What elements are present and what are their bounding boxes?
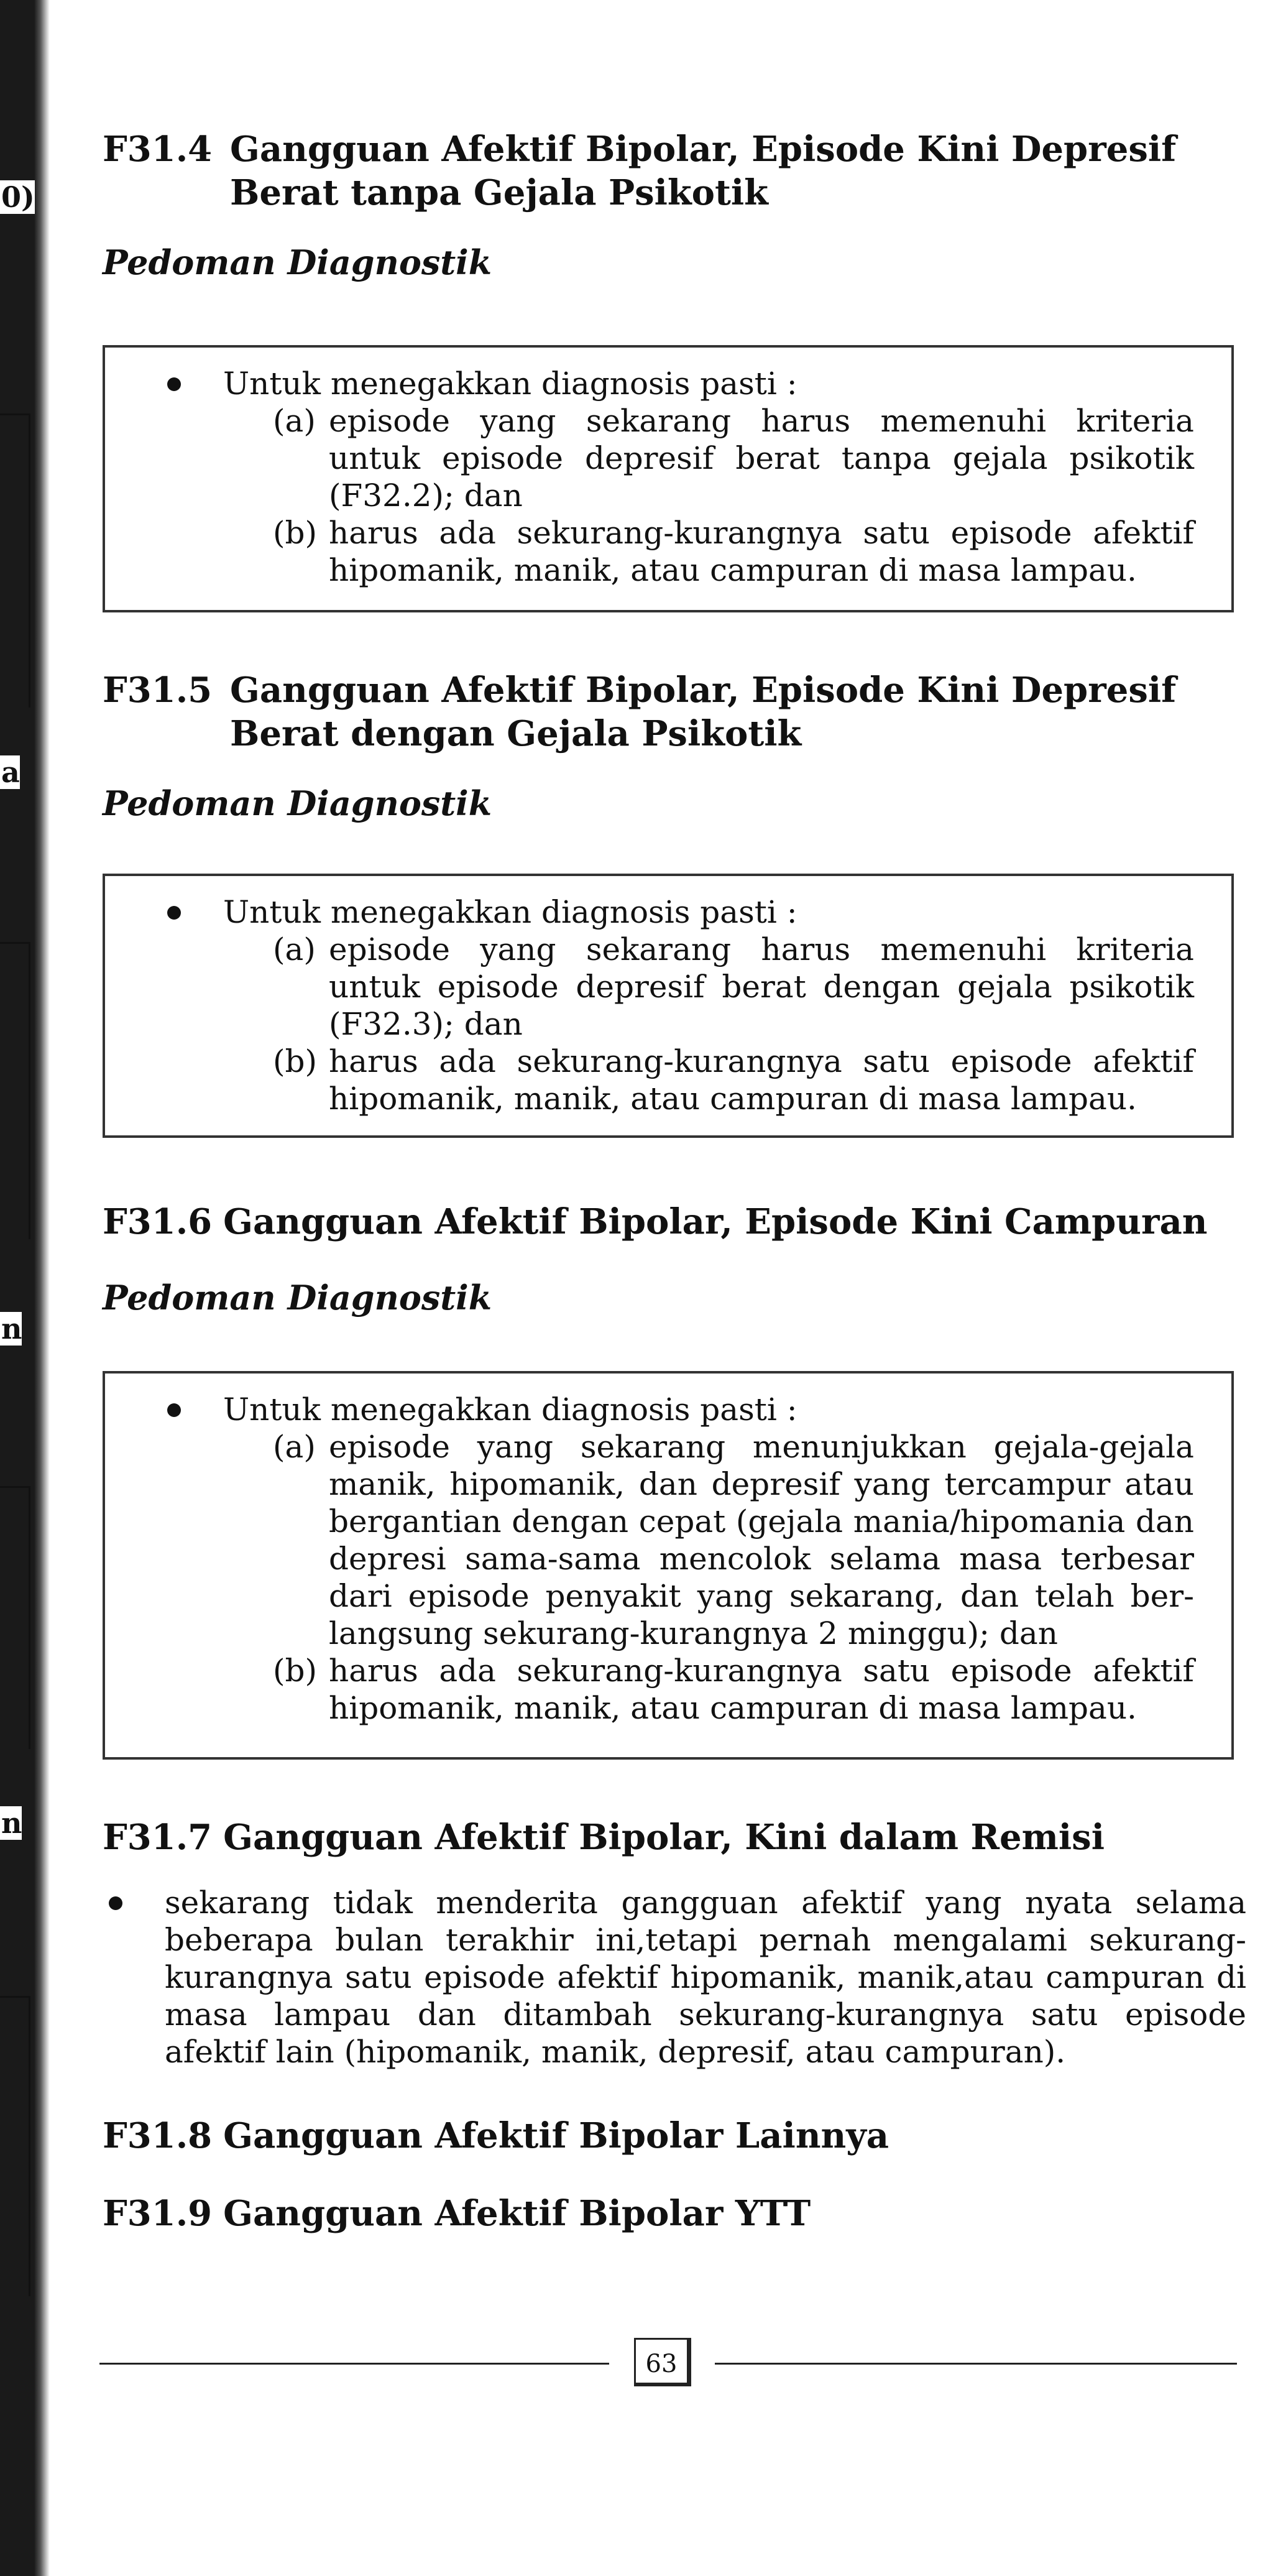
- bullet-icon: [109, 1896, 122, 1910]
- bullet-text: sekarang tidak menderita gangguan afektif yang nyata selama beberapa bulan terakhir ini,tetapi pernah mengalami sekurang-kurangnya satu episode afektif hipomanik, manik,atau campuran di masa lampau dan ditambah sekurang-kurangnya satu episode afektif lain (hipomanik, manik, depresif, atau campuran).: [165, 1885, 1246, 2070]
- section-title: Gangguan Afektif Bipolar, Episode Kini Depresif Berat tanpa Gejala Psikotik: [230, 129, 1177, 213]
- section-code: F31.6: [103, 1201, 213, 1242]
- criteria-item: [155, 1428, 1194, 1652]
- item-text: harus ada sekurang-kurangnya satu episode afektif hipomanik, manik, atau campuran di masa lampau.: [329, 515, 1194, 588]
- section-title: Gangguan Afektif Bipolar, Episode Kini Depresif Berat dengan Gejala Psikotik: [230, 670, 1177, 754]
- section-code: F31.8: [103, 2115, 213, 2156]
- edge-text-fragment: n: [1, 1312, 22, 1346]
- edge-box-fragment: [0, 942, 30, 1239]
- criteria-item: [155, 931, 1194, 1043]
- criteria-box-f31-5: [103, 874, 1234, 1138]
- criteria-intro: Untuk menegakkan diagnosis pasti :: [155, 1391, 1194, 1428]
- section-code: F31.9: [103, 2193, 213, 2234]
- guideline-label: Pedoman Diagnostik: [103, 242, 492, 282]
- item-label: (a): [273, 931, 316, 967]
- item-text: harus ada sekurang-kurangnya satu episode afektif hipomanik, manik, atau campuran di masa lampau.: [329, 1653, 1194, 1726]
- section-title: Gangguan Afektif Bipolar Lainnya: [223, 2115, 889, 2156]
- item-text: episode yang sekarang menunjukkan gejala-gejala manik, hipomanik, dan depresif yang tercampur atau bergantian dengan cepat (gejala mania/hipomania dan depresi sama-sama mencolok selama masa terbesar dari episode penyakit yang sekarang, dan telah ber-langsung sekurang-kurangnya 2 minggu); dan: [329, 1429, 1194, 1651]
- criteria-item: [155, 1652, 1194, 1727]
- section-title: Gangguan Afektif Bipolar YTT: [223, 2193, 811, 2234]
- item-label: (b): [273, 515, 318, 551]
- section-heading-f31-8: [103, 2114, 1246, 2158]
- section-code: F31.7: [103, 1817, 213, 1858]
- edge-text-fragment: 0): [1, 180, 35, 214]
- criteria-item: [155, 402, 1194, 514]
- item-label: (a): [273, 1429, 316, 1465]
- edge-box-fragment: [0, 1996, 30, 2296]
- criteria-item: [155, 1043, 1194, 1117]
- remission-description: [103, 1884, 1246, 2070]
- item-text: harus ada sekurang-kurangnya satu episode afektif hipomanik, manik, atau campuran di masa lampau.: [329, 1043, 1194, 1117]
- section-heading-f31-4: [103, 127, 1246, 215]
- edge-box-fragment: [0, 413, 30, 708]
- criteria-intro: Untuk menegakkan diagnosis pasti :: [155, 893, 1194, 931]
- item-label: (b): [273, 1653, 318, 1689]
- section-heading-f31-7: [103, 1816, 1246, 1859]
- criteria-box-f31-4: [103, 345, 1234, 612]
- section-title: Gangguan Afektif Bipolar, Episode Kini Campuran: [223, 1201, 1208, 1242]
- criteria-item: [155, 514, 1194, 589]
- guideline-label: Pedoman Diagnostik: [103, 1278, 492, 1318]
- edge-text-fragment: a: [1, 755, 20, 789]
- footer-rule-right: [715, 2363, 1237, 2365]
- page-number: 63: [634, 2338, 691, 2386]
- guideline-label: Pedoman Diagnostik: [103, 783, 492, 823]
- item-text: episode yang sekarang harus memenuhi kriteria untuk episode depresif berat tanpa gejala psikotik (F32.2); dan: [329, 403, 1194, 514]
- footer-rule-left: [99, 2363, 609, 2365]
- section-title: Gangguan Afektif Bipolar, Kini dalam Remisi: [223, 1817, 1105, 1858]
- section-heading-f31-9: [103, 2192, 1246, 2235]
- section-heading-f31-5: [103, 668, 1246, 755]
- bullet-icon: [167, 377, 181, 391]
- item-text: episode yang sekarang harus memenuhi kriteria untuk episode depresif berat dengan gejala psikotik (F32.3); dan: [329, 931, 1194, 1042]
- edge-text-fragment: n: [1, 1806, 22, 1840]
- bullet-icon: [167, 906, 181, 920]
- section-code: F31.4: [103, 129, 213, 170]
- section-heading-f31-6: [103, 1200, 1246, 1244]
- criteria-intro: Untuk menegakkan diagnosis pasti :: [155, 365, 1194, 402]
- criteria-box-f31-6: [103, 1371, 1234, 1760]
- edge-box-fragment: [0, 1486, 30, 1749]
- item-label: (b): [273, 1043, 318, 1079]
- bullet-icon: [167, 1403, 181, 1417]
- item-label: (a): [273, 403, 316, 439]
- section-code: F31.5: [103, 670, 213, 711]
